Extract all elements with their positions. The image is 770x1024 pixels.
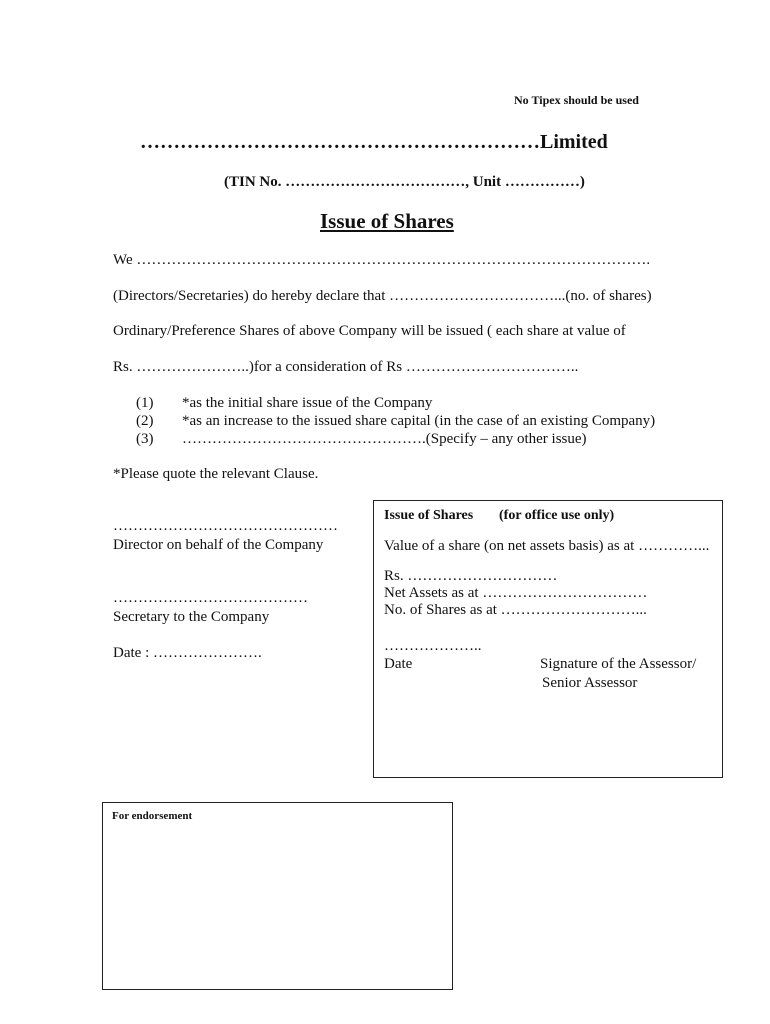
senior-assessor-label: Senior Assessor [542, 675, 638, 691]
company-name-line: ……………………………………………………Limited [140, 131, 608, 153]
date-line: Date : …………………. [113, 645, 262, 661]
item-number: (1) [136, 395, 154, 411]
office-date-dots: ……………….. [384, 638, 482, 654]
tin-line: (TIN No. ………………………………, Unit ……………) [224, 174, 585, 190]
endorsement-label: For endorsement [112, 810, 193, 822]
share-value-line: Value of a share (on net assets basis) as at …………... [384, 538, 710, 554]
office-date-label: Date [384, 656, 413, 672]
clause-note: *Please quote the relevant Clause. [113, 466, 319, 482]
secretary-label: Secretary to the Company [113, 609, 270, 625]
item-text: *as an increase to the issued share capital (in the case of an existing Company) [182, 413, 656, 429]
net-assets-line: Net Assets as at …………………………… [384, 585, 648, 601]
item-number: (2) [136, 413, 154, 429]
office-heading-note: (for office use only) [499, 508, 615, 523]
item-text: *as the initial share issue of the Company [182, 395, 433, 411]
office-use-box [373, 500, 723, 778]
item-number: (3) [136, 431, 154, 447]
office-heading: Issue of Shares [384, 508, 474, 523]
director-label: Director on behalf of the Company [113, 537, 324, 553]
notice-text: No Tipex should be used [514, 93, 639, 107]
director-signature-line: ……………………………………… [113, 518, 338, 534]
assessor-signature-label: Signature of the Assessor/ [540, 656, 697, 672]
item-text: ………………………………………….(Specify – any other issue) [182, 431, 587, 447]
endorsement-box [102, 802, 453, 990]
secretary-signature-line: ………………………………… [113, 590, 308, 606]
shares-line: Ordinary/Preference Shares of above Company will be issued ( each share at value of [113, 323, 626, 339]
we-line: We …………………………………………………………………………………………. [113, 252, 651, 268]
rs-line: Rs. …………………..)for a consideration of Rs …………………………….. [113, 359, 579, 375]
no-of-shares-line: No. of Shares as at ………………………... [384, 602, 647, 618]
office-rs-line: Rs. ………………………… [384, 568, 558, 584]
form-title: Issue of Shares [320, 209, 454, 233]
directors-line: (Directors/Secretaries) do hereby declare that ……………………………...(no. of shares) [113, 288, 652, 304]
